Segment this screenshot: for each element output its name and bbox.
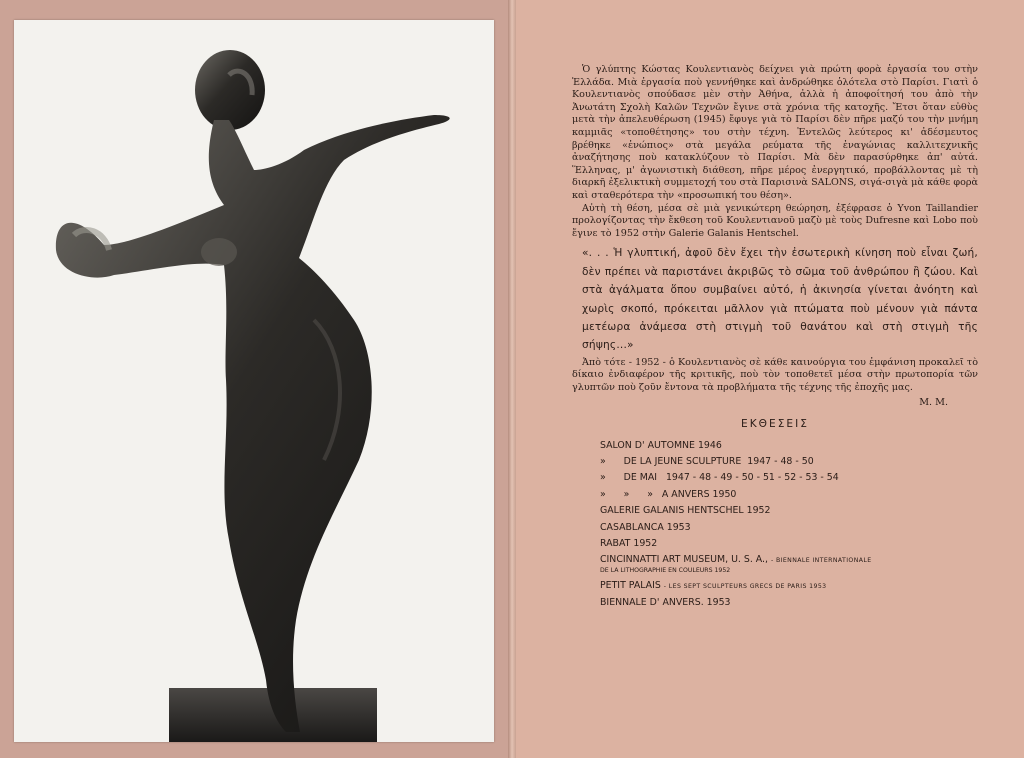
exhibitions-heading: ΕΚΘΕΣΕΙΣ — [741, 417, 809, 430]
text-block — [572, 64, 978, 612]
exhibition-item: » » » A ANVERS 1950 — [600, 488, 737, 500]
exhibition-item: RABAT 1952 — [600, 537, 658, 549]
closing-paragraph: Ἀπὸ τότε - 1952 - ὁ Κουλεντιανὸς σὲ κάθε καινούργια του ἐμφάνιση προκαλεῖ τὸ δίκαιο ἐνδιαφέρον τῆς κριτικῆς, ποὺ τὸν τοποθετεῖ μέσα στὴν πρωτοπορία τῶν γλυπτῶν ποὺ ζοῦν ἔντονα τὰ προβλήματα τῆς τέχνης τῆς ἐποχῆς μας. — [572, 356, 978, 393]
bronze-dancer-sculpture-image — [14, 20, 494, 742]
exhibition-item: CASABLANCA 1953 — [600, 521, 691, 533]
author-initials: Μ. Μ. — [919, 396, 948, 408]
exhibition-item: GALERIE GALANIS HENTSCHEL 1952 — [600, 505, 771, 517]
sculpture-photo — [14, 20, 494, 742]
exhibitions-list — [572, 438, 978, 612]
quote-paragraph: «. . . Ἡ γλυπτική, ἀφοῦ δὲν ἔχει τὴν ἐσωτερικὴ κίνηση ποὺ εἶναι ζωή, δὲν πρέπει νὰ παριστάνει ἀκριβῶς τὸ σῶμα τοῦ ἀνθρώπου ἢ ζώου. Καὶ στὰ ἀγάλματα ὅπου συμβαίνει αὐτό, ἡ ἀκινησία γίνεται ἀνόητη καὶ χωρὶς σκοπό, πρόκειται μᾶλλον γιὰ πτώματα ποὺ μένουν γιὰ πάντα μετέωρα ἀνάμεσα στὴ στιγμὴ τοῦ θανάτου καὶ στὴ στιγμὴ τῆς σήψης...» — [582, 247, 978, 352]
taillandier-paragraph: Αὐτὴ τὴ θέση, μέσα σὲ μιὰ γενικώτερη θεώρηση, ἐξέφρασε ὁ Yvon Taillandier προλογίζοντας τὴν ἔκθεση τοῦ Κουλεντιανοῦ μαζὺ μὲ τοὺς Dufresne καὶ Lobo ποὺ ἔγινε τὸ 1952 στὴν Galerie Galanis Hentschel. — [572, 202, 978, 239]
exhibition-item: CINCINNATTI ART MUSEUM, U. S. A., - BIENNALE INTERNATIONALE DE LA LITHOGRAPHIE EN COULEURS 1952 — [600, 554, 872, 574]
exhibition-item: » DE MAI 1947 - 48 - 49 - 50 - 51 - 52 - 53 - 54 — [600, 472, 839, 484]
exhibition-item: SALON D' AUTOMNE 1946 — [600, 439, 722, 451]
exhibition-item: » DE LA JEUNE SCULPTURE 1947 - 48 - 50 — [600, 455, 814, 467]
page-fold — [508, 0, 516, 758]
exhibition-item: BIENNALE D' ANVERS. 1953 — [600, 597, 731, 609]
intro-paragraph: Ὁ γλύπτης Κώστας Κουλεντιανὸς δείχνει γιὰ πρώτη φορὰ ἐργασία του στὴν Ἑλλάδα. Μιὰ ἐργασία ποὺ γεννήθηκε καὶ ἀνδρώθηκε ὁλότελα στὸ Παρίσι. Γιατὶ ὁ Κουλεντιανὸς σπούδασε μὲν στὴν Ἀθήνα, ἀλλὰ ἡ ἀποφοίτησή του ἀπὸ τὴν Ἀνωτάτη Σχολὴ Καλῶν Τεχνῶν ἔγινε στὰ χρόνια τῆς κατοχῆς. Ἔτσι ὅταν εὐθὺς μετὰ τὴν ἀπελευθέρωση (1945) ἔφυγε γιὰ τὸ Παρίσι δὲν πῆρε μαζύ του τὴν μνήμη καμμιᾶς «τοποθέτησης» του στὴν τέχνη. Ἐντελῶς λεύτερος κι' ἀδέσμευτος βρέθηκε «ἐνώπιος» στὰ μεγάλα ρεύματα τῆς ἐναγώνιας καλλιτεχνικῆς ἀναζήτησης ποὺ κατακλύζουν τὸ Παρίσι. Μὰ δὲν παρασύρθηκε ἀπ' αὐτά. Ἕλληνας, μ' ἀγωνιστικὴ διάθεση, πῆρε μέρος ἐνεργητικό, προβάλλοντας μὲ τὴ διαρκῆ ἐξελικτικὴ συμμετοχή του στὰ Παρισινὰ SALONS, σιγά-σιγὰ μὰ κάθε φορὰ καὶ σταθερότερα τὴν «προσωπική του θέση». — [572, 64, 978, 201]
exhibition-item: PETIT PALAIS - LES SEPT SCULPTEURS GRECS DE PARIS 1953 — [600, 579, 827, 591]
